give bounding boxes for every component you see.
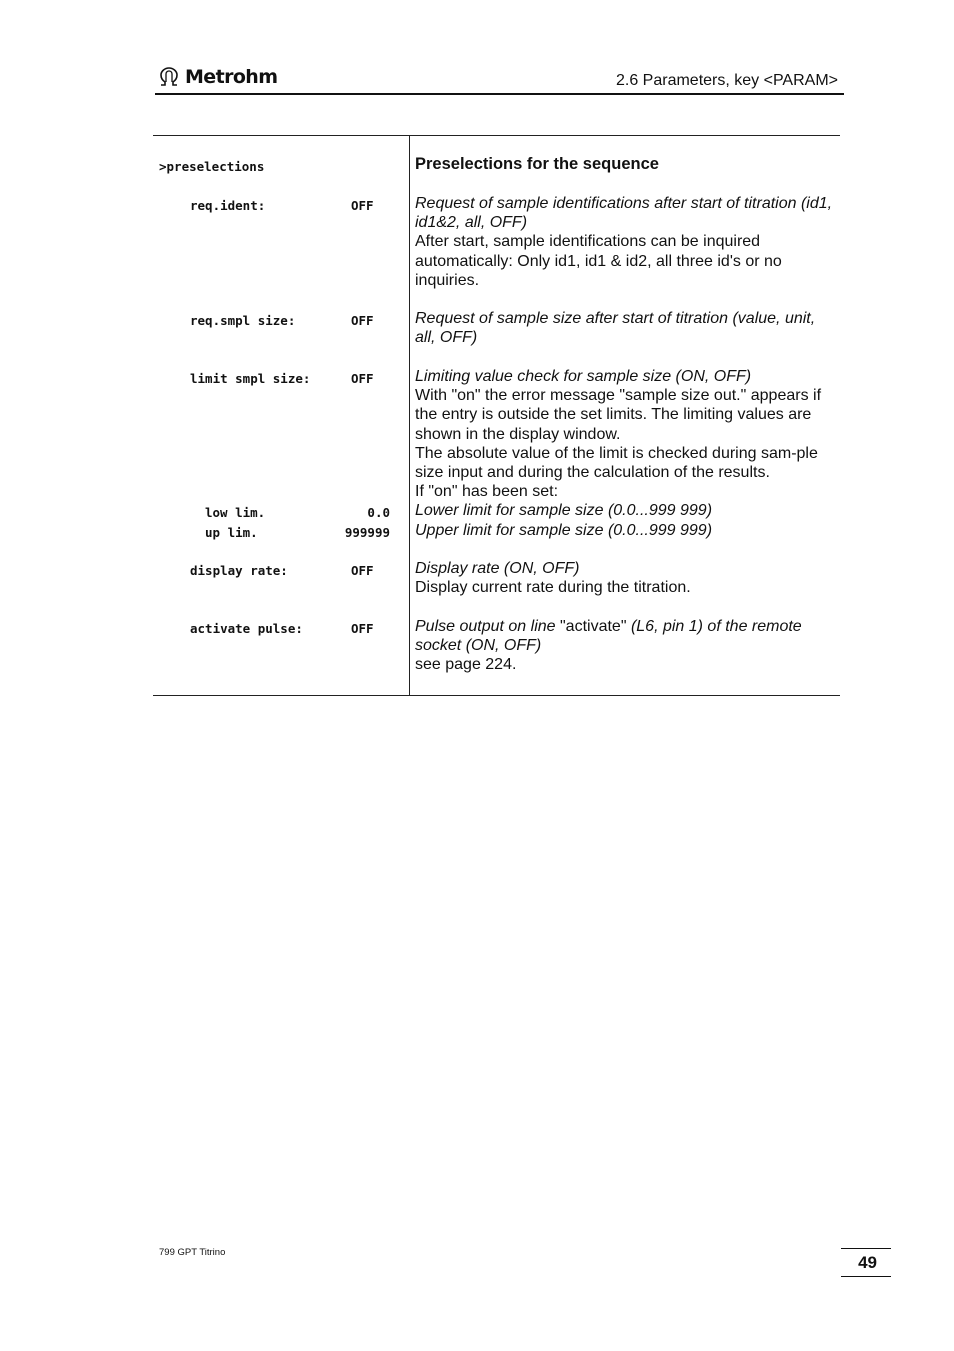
param-value: 999999 — [344, 525, 390, 540]
limit-smpl-size-text: The absolute value of the limit is checked during sam-ple size input and during the calculation of the results. — [415, 444, 818, 482]
param-value: OFF — [351, 621, 374, 636]
param-value: 0.0 — [367, 505, 390, 520]
param-label: req.smpl size: — [190, 313, 296, 328]
section-title: 2.6 Parameters, key <PARAM> — [615, 72, 838, 89]
param-label: limit smpl size: — [190, 371, 311, 386]
param-label: display rate: — [190, 563, 288, 578]
page-number-box — [841, 1248, 891, 1277]
limit-smpl-size-description — [415, 367, 840, 540]
req-smpl-size-range: Request of sample size after start of titration (value, unit, all, OFF) — [415, 310, 816, 347]
omega-logo-icon — [158, 67, 180, 87]
param-value: OFF — [351, 371, 374, 386]
page-number: 49 — [858, 1253, 877, 1272]
limit-smpl-size-text: With "on" the error message "sample size out." appears if the entry is outside the set limits. The limiting values are shown in the display window. — [415, 387, 822, 443]
activate-pulse-description — [415, 617, 840, 675]
activate-pulse-range: (L6, pin 1) of the remote socket (ON, OFF) — [415, 618, 802, 655]
limit-smpl-size-range: Limiting value check for sample size (ON, OFF) — [415, 368, 752, 385]
low-limit-range: Lower limit for sample size (0.0...999 999) — [415, 502, 713, 520]
preselections-heading: >preselections — [159, 159, 265, 174]
param-label: up lim. — [205, 525, 258, 540]
param-label: low lim. — [205, 505, 266, 520]
param-label: req.ident: — [190, 198, 266, 213]
req-ident-range: Request of sample identifications after start of titration (id1, id1&2, all, OFF) — [415, 195, 833, 232]
up-limit-range: Upper limit for sample size (0.0...999 999) — [415, 521, 713, 539]
metrohm-logo — [158, 66, 277, 88]
parameter-table — [153, 135, 840, 696]
param-value: OFF — [351, 198, 374, 213]
display-rate-description — [415, 559, 840, 597]
display-rate-text: Display current rate during the titration. — [415, 579, 691, 597]
display-rate-range: Display rate (ON, OFF) — [415, 560, 580, 577]
param-value: OFF — [351, 563, 374, 578]
header-rule — [155, 93, 844, 95]
param-label: activate pulse: — [190, 621, 303, 636]
description-heading: Preselections for the sequence — [415, 155, 659, 173]
activate-pulse-line-name: "activate" — [560, 618, 627, 635]
logo-text: Metrohm — [185, 66, 278, 88]
param-value: OFF — [351, 313, 374, 328]
req-ident-text: After start, sample identifications can be inquired automatically: Only id1, id1 & id2, all three id's or no inquiries. — [415, 233, 782, 289]
req-ident-description — [415, 194, 840, 290]
limit-smpl-size-text: If "on" has been set: — [415, 483, 559, 501]
product-name: 799 GPT Titrino — [159, 1247, 226, 1258]
activate-pulse-range: Pulse output on line — [415, 618, 560, 635]
column-divider — [409, 136, 410, 695]
req-smpl-size-description — [415, 309, 840, 347]
activate-pulse-text: see page 224. — [415, 656, 517, 674]
